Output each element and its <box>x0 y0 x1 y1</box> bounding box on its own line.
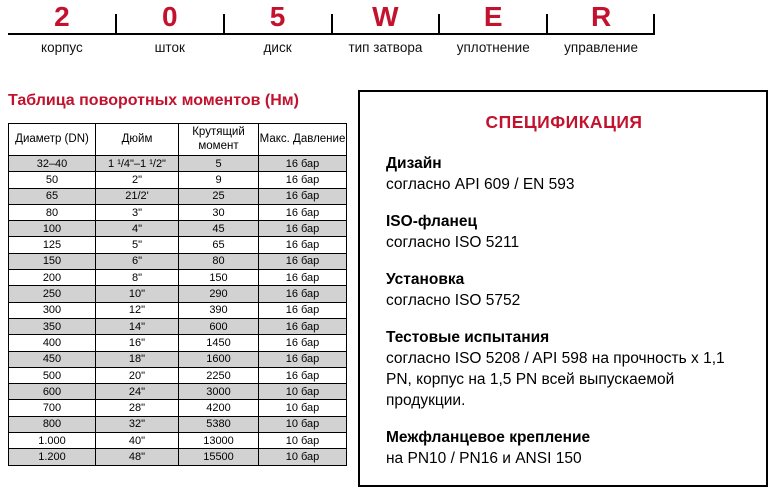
table-cell: 1 ¹/4"–1 ¹/2" <box>96 156 179 172</box>
table-cell: 16 бар <box>259 253 347 269</box>
table-cell: 2250 <box>179 367 259 383</box>
table-cell: 300 <box>9 302 96 318</box>
table-cell: 16 бар <box>259 335 347 351</box>
table-cell: 16 бар <box>259 367 347 383</box>
table-cell: 16 бар <box>259 172 347 188</box>
table-cell: 32" <box>96 416 179 432</box>
code-row <box>8 2 655 35</box>
torque-table <box>8 123 347 466</box>
table-cell: 6" <box>96 253 179 269</box>
table-cell: 10 бар <box>259 400 347 416</box>
column-header-1: Диаметр (DN) <box>9 124 96 156</box>
table-cell: 16 бар <box>259 188 347 204</box>
torque-table-column <box>8 90 346 466</box>
table-cell: 10 бар <box>259 433 347 449</box>
code-label-3: диск <box>263 40 292 55</box>
table-cell: 5" <box>96 237 179 253</box>
table-cell: 16 бар <box>259 302 347 318</box>
segment-tick <box>223 14 225 35</box>
table-cell: 10 бар <box>259 416 347 432</box>
spec-section-heading: Тестовые испытания <box>386 329 550 346</box>
table-cell: 9 <box>179 172 259 188</box>
code-char-6: R <box>590 1 612 32</box>
table-cell: 16 бар <box>259 351 347 367</box>
table-row <box>9 270 347 286</box>
spec-section-body: на PN10 / PN16 и ANSI 150 <box>386 450 582 467</box>
code-char-2: 0 <box>161 1 178 32</box>
code-char-3: 5 <box>269 1 286 32</box>
table-cell: 4200 <box>179 400 259 416</box>
table-row <box>9 351 347 367</box>
table-cell: 32–40 <box>9 156 96 172</box>
table-cell: 40" <box>96 433 179 449</box>
torque-table-body <box>9 156 347 466</box>
table-row <box>9 286 347 302</box>
table-row <box>9 433 347 449</box>
table-cell: 5380 <box>179 416 259 432</box>
table-cell: 80 <box>9 204 96 220</box>
table-cell: 80 <box>179 253 259 269</box>
table-cell: 18" <box>96 351 179 367</box>
table-cell: 10 бар <box>259 449 347 465</box>
table-cell: 350 <box>9 318 96 334</box>
table-row <box>9 449 347 465</box>
code-label-4: тип затвора <box>348 40 423 55</box>
code-label-1: корпус <box>41 40 83 55</box>
code-char-4: W <box>372 1 399 32</box>
table-cell: 1600 <box>179 351 259 367</box>
table-cell: 1.200 <box>9 449 96 465</box>
code-label-6: управление <box>564 40 638 55</box>
table-cell: 450 <box>9 351 96 367</box>
table-cell: 45 <box>179 221 259 237</box>
table-row <box>9 221 347 237</box>
table-cell: 8" <box>96 270 179 286</box>
table-cell: 25 <box>179 188 259 204</box>
table-cell: 100 <box>9 221 96 237</box>
table-cell: 20" <box>96 367 179 383</box>
segment-tick <box>115 14 117 35</box>
torque-table-title: Таблица поворотных моментов (Нм) <box>8 92 299 109</box>
table-row <box>9 335 347 351</box>
table-cell: 700 <box>9 400 96 416</box>
table-row <box>9 384 347 400</box>
table-row <box>9 416 347 432</box>
spec-section-heading: ISO-фланец <box>386 213 478 230</box>
table-cell: 250 <box>9 286 96 302</box>
table-cell: 65 <box>179 237 259 253</box>
spec-section-5 <box>386 427 742 469</box>
column-header-3: Крутящий момент <box>179 124 259 156</box>
table-cell: 15500 <box>179 449 259 465</box>
spec-section-4 <box>386 327 742 411</box>
table-cell: 2" <box>96 172 179 188</box>
table-cell: 3" <box>96 204 179 220</box>
table-row <box>9 400 347 416</box>
table-cell: 390 <box>179 302 259 318</box>
spec-section-3 <box>386 269 742 311</box>
table-row <box>9 318 347 334</box>
table-cell: 14" <box>96 318 179 334</box>
table-cell: 16 бар <box>259 270 347 286</box>
table-cell: 800 <box>9 416 96 432</box>
table-cell: 30 <box>179 204 259 220</box>
main-content <box>8 90 770 487</box>
table-cell: 125 <box>9 237 96 253</box>
table-cell: 500 <box>9 367 96 383</box>
code-char-1: 2 <box>54 1 70 32</box>
table-row <box>9 172 347 188</box>
column-header-2: Дюйм <box>96 124 179 156</box>
table-cell: 150 <box>179 270 259 286</box>
table-cell: 3000 <box>179 384 259 400</box>
table-cell: 16 бар <box>259 221 347 237</box>
table-cell: 400 <box>9 335 96 351</box>
table-cell: 290 <box>179 286 259 302</box>
spec-section-2 <box>386 211 742 253</box>
table-cell: 150 <box>9 253 96 269</box>
table-cell: 1.000 <box>9 433 96 449</box>
table-cell: 21/2' <box>96 188 179 204</box>
code-label-2: шток <box>154 40 185 55</box>
specification-box <box>358 90 768 487</box>
table-cell: 65 <box>9 188 96 204</box>
table-cell: 24" <box>96 384 179 400</box>
table-row <box>9 253 347 269</box>
segment-tick <box>331 14 333 35</box>
spec-section-heading: Установка <box>386 271 465 288</box>
code-label-row <box>8 35 655 55</box>
table-row <box>9 204 347 220</box>
table-cell: 200 <box>9 270 96 286</box>
table-cell: 16 бар <box>259 286 347 302</box>
table-cell: 10" <box>96 286 179 302</box>
spec-section-body: согласно ISO 5208 / API 598 на прочность x 1,1 PN, корпус на 1,5 PN всей выпускаемой продукции. <box>386 350 725 409</box>
table-cell: 48" <box>96 449 179 465</box>
segment-tick <box>653 14 655 35</box>
table-cell: 13000 <box>179 433 259 449</box>
table-row <box>9 367 347 383</box>
column-header-4: Макс. Давление <box>259 124 347 156</box>
table-row <box>9 302 347 318</box>
spec-section-1 <box>386 153 742 195</box>
spec-section-body: согласно API 609 / EN 593 <box>386 176 575 193</box>
table-cell: 16" <box>96 335 179 351</box>
table-row <box>9 237 347 253</box>
table-cell: 4" <box>96 221 179 237</box>
specification-sections <box>386 153 742 469</box>
table-cell: 12" <box>96 302 179 318</box>
table-cell: 600 <box>179 318 259 334</box>
spec-section-body: согласно ISO 5752 <box>386 292 521 309</box>
spec-section-body: согласно ISO 5211 <box>386 234 520 251</box>
spec-section-heading: Дизайн <box>386 155 442 172</box>
table-cell: 600 <box>9 384 96 400</box>
table-cell: 5 <box>179 156 259 172</box>
product-code-ruler <box>8 2 655 55</box>
torque-table-header-row <box>9 124 347 156</box>
code-char-5: E <box>483 1 503 32</box>
specification-title: СПЕЦИФИКАЦИЯ <box>485 112 643 132</box>
table-row <box>9 156 347 172</box>
code-label-5: уплотнение <box>456 40 530 55</box>
table-cell: 1450 <box>179 335 259 351</box>
segment-tick <box>438 14 440 35</box>
table-row <box>9 188 347 204</box>
table-cell: 16 бар <box>259 204 347 220</box>
segment-tick <box>546 14 548 35</box>
table-cell: 10 бар <box>259 384 347 400</box>
table-cell: 50 <box>9 172 96 188</box>
table-cell: 16 бар <box>259 237 347 253</box>
table-cell: 16 бар <box>259 156 347 172</box>
table-cell: 28" <box>96 400 179 416</box>
spec-section-heading: Межфланцевое крепление <box>386 429 591 446</box>
table-cell: 16 бар <box>259 318 347 334</box>
